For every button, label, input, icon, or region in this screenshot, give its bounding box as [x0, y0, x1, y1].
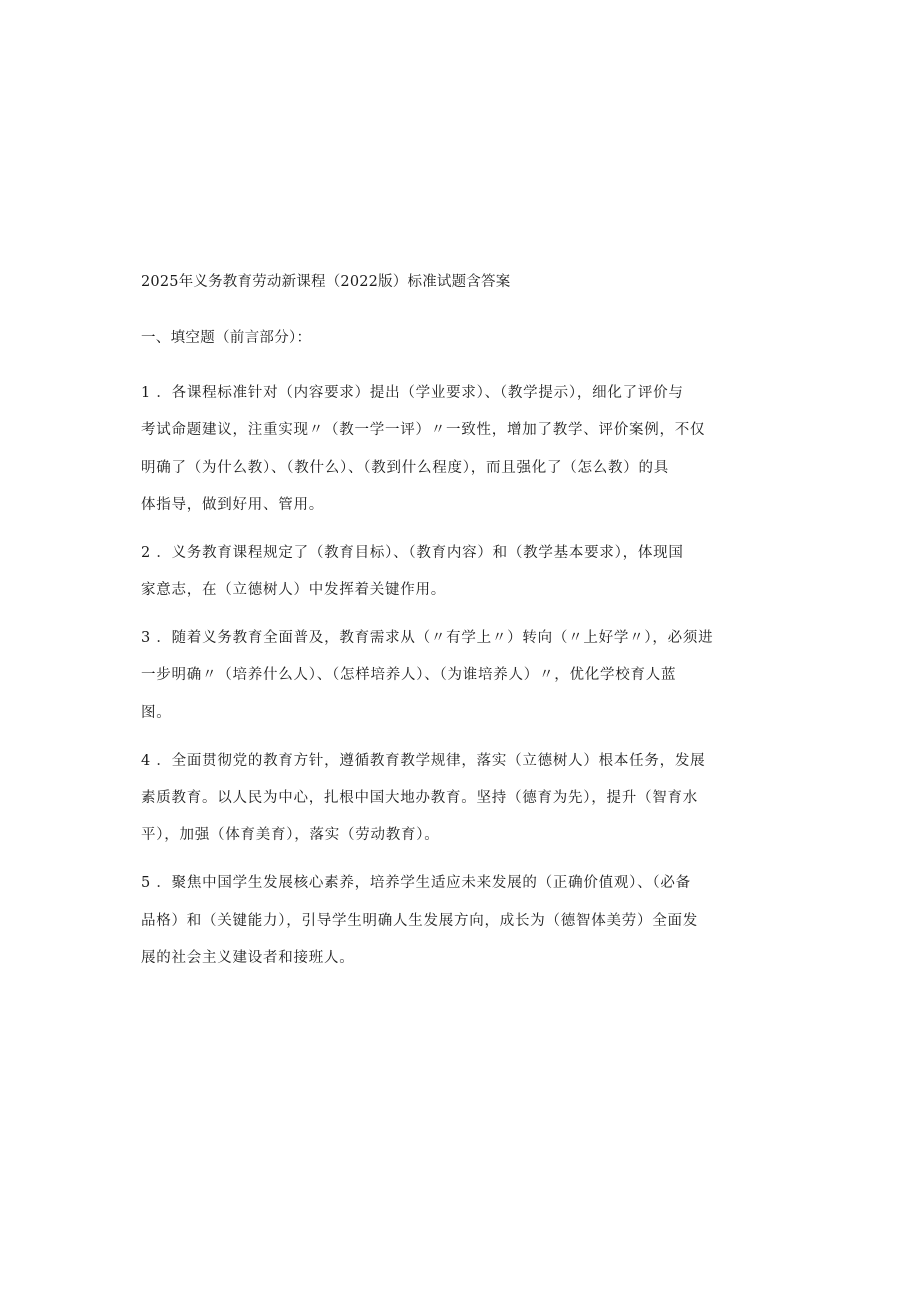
question-line: 展的社会主义建设者和接班人。	[141, 949, 355, 966]
question-line: 品格）和（关键能力），引导学生明确人生发展方向，成长为（德智体美劳）全面发	[141, 912, 698, 929]
question-3	[141, 628, 714, 723]
question-line: 考试命题建议，注重实现〃（教一学一评）〃一致性，增加了教学、评价案例，不仅	[141, 422, 706, 439]
question-line: 家意志，在（立德树人）中发挥着关键作用。	[141, 582, 446, 599]
question-line: 1 ．各课程标准针对（内容要求）提出（学业要求）、（教学提示），细化了评价与	[141, 385, 684, 401]
question-2	[141, 543, 701, 600]
question-line: 3 ．随着义务教育全面普及，教育需求从（〃有学上〃）转向（〃上好学〃），必须进	[141, 630, 714, 647]
question-5	[141, 873, 701, 968]
question-line: 2 ．义务教育课程规定了（教育目标）、（教育内容）和（教学基本要求），体现国	[141, 544, 684, 561]
question-line: 5 ．聚焦中国学生发展核心素养，培养学生适应未来发展的（正确价值观）、（必备	[141, 875, 691, 892]
question-line: 4 ．全面贯彻党的教育方针，遵循教育教学规律，落实（立德树人）根本任务，发展	[141, 752, 706, 769]
question-list	[141, 383, 714, 979]
document-title: 2025年义务教育劳动新课程（2022版）标准试题含答案	[141, 274, 511, 290]
question-4	[141, 751, 706, 846]
section-heading: 一、填空题（前言部分）：	[141, 330, 312, 346]
question-line: 图。	[141, 704, 172, 721]
question-line: 体指导，做到好用、管用。	[141, 496, 324, 513]
question-line: 明确了（为什么教）、（教什么）、（教到什么程度），而且强化了（怎么教）的具	[141, 459, 669, 476]
question-1	[141, 383, 706, 515]
question-line: 平），加强（体育美育），落实（劳动教育）。	[141, 827, 440, 844]
question-line: 一步明确〃（培养什么人）、（怎样培养人）、（为谁培养人）〃，优化学校育人蓝	[141, 667, 677, 684]
question-line: 素质教育。以人民为中心，扎根中国大地办教育。坚持（德育为先），提升（智育水	[141, 790, 698, 807]
